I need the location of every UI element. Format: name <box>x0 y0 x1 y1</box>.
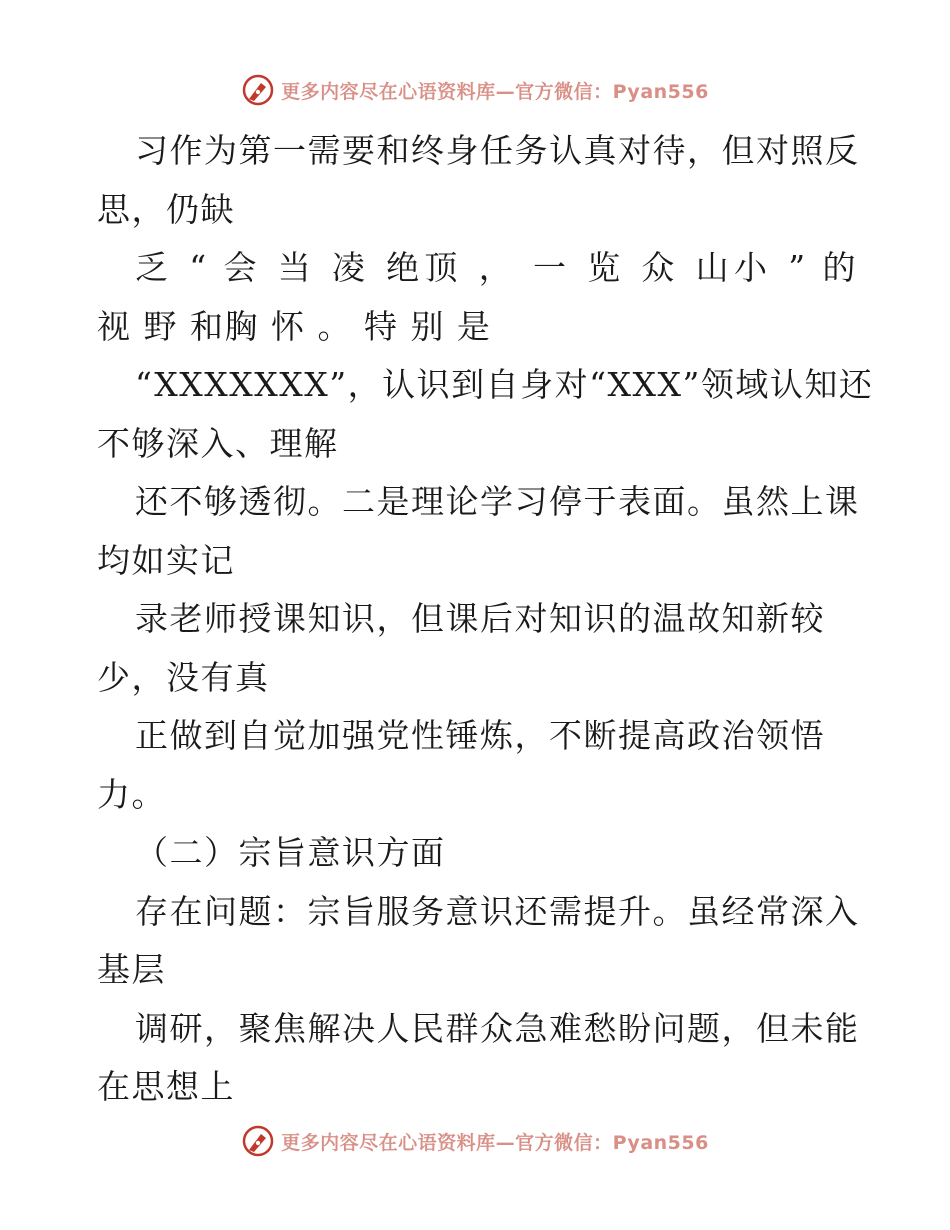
watermark-text: 更多内容尽在心语资料库—官方微信：Pyan556 <box>281 80 709 103</box>
body-line: 习作为第一需要和终身任务认真对待，但对照反 <box>135 131 860 170</box>
pen-nib-circle-icon <box>241 1124 275 1158</box>
header-watermark <box>0 70 950 110</box>
body-line: 不够深入、理解 <box>97 423 339 463</box>
watermark-text: 更多内容尽在心语资料库—官方微信：Pyan556 <box>281 1131 709 1154</box>
body-line: 调研，聚焦解决人民群众急难愁盼问题，但未能 <box>135 1008 860 1048</box>
body-line: 在思想上 <box>97 1067 235 1106</box>
body-line: 思，仍缺 <box>97 189 235 229</box>
body-line: 均如实记 <box>97 540 235 580</box>
footer-watermark <box>0 1121 950 1161</box>
body-line: 乏 “ 会 当 凌 绝顶 ， 一 览 众 山小 ” 的 <box>135 248 857 287</box>
body-line: 视 野 和胸 怀 。 特 别 是 <box>97 306 492 346</box>
body-line: 还不够透彻。二是理论学习停于表面。虽然上课 <box>135 482 860 521</box>
body-line: 正做到自觉加强党性锤炼，不断提高政治领悟 <box>135 716 825 755</box>
body-line: “XXXXXXX”，认识到自身对“XXX”领域认知还 <box>135 365 874 404</box>
body-line: 少，没有真 <box>97 657 270 697</box>
body-line: 基层 <box>97 950 166 989</box>
pen-nib-circle-icon <box>241 73 275 107</box>
body-line: 存在问题：宗旨服务意识还需提升。虽经常深入 <box>135 891 860 931</box>
section-heading: （二）宗旨意识方面 <box>135 833 446 872</box>
body-line: 录老师授课知识，但课后对知识的温故知新较 <box>135 599 825 638</box>
body-line: 力。 <box>97 774 166 814</box>
document-body <box>97 122 874 1117</box>
